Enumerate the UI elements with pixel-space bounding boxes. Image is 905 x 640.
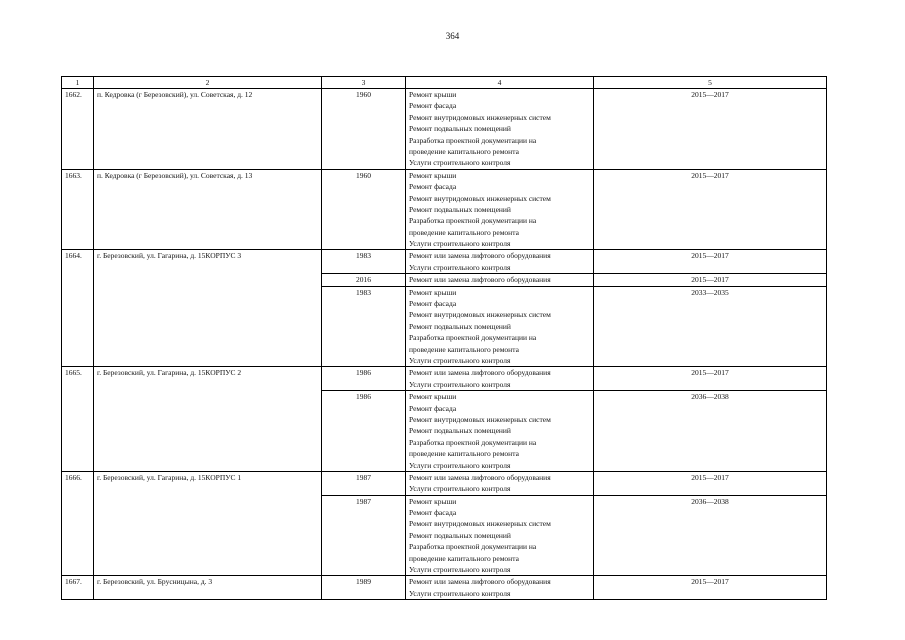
address-cell: г. Березовский, ул. Гагарина, д. 15КОРПУС 3: [94, 250, 322, 367]
work-item: проведение капитального ремонта: [409, 344, 519, 354]
work-item: Разработка проектной документации на: [409, 135, 537, 145]
column-header: 2: [94, 77, 322, 89]
work-item: Услуги строительного контроля: [409, 460, 511, 470]
works-cell: [406, 250, 594, 274]
work-item: Ремонт крыши: [409, 392, 457, 402]
works-cell: [406, 89, 594, 170]
table-header: [62, 77, 827, 89]
address-cell: г. Березовский, ул. Гагарина, д. 15КОРПУС 1: [94, 471, 322, 576]
period-cell: 2033—2035: [594, 286, 827, 367]
year-cell: 1987: [322, 495, 406, 576]
house-number-cell: 1664.: [62, 250, 94, 367]
works-cell: [406, 576, 594, 600]
house-number-cell: 1662.: [62, 89, 94, 170]
work-item: Ремонт внутридомовых инженерных систем: [409, 414, 551, 424]
page-number: 364: [445, 31, 460, 41]
period-cell: 2015—2017: [594, 274, 827, 286]
works-cell: [406, 286, 594, 367]
work-item: Ремонт подвальных помещений: [409, 426, 511, 436]
work-item: Разработка проектной документации на: [409, 333, 537, 343]
work-item: Ремонт подвальных помещений: [409, 124, 511, 134]
work-item: Ремонт крыши: [409, 287, 457, 297]
work-item: Ремонт или замена лифтового оборудования: [409, 577, 551, 587]
work-item: Разработка проектной документации на: [409, 542, 537, 552]
work-item: Разработка проектной документации на: [409, 216, 537, 226]
year-cell: 1983: [322, 250, 406, 274]
period-cell: 2015—2017: [594, 89, 827, 170]
year-cell: 1983: [322, 286, 406, 367]
work-item: Ремонт крыши: [409, 90, 457, 99]
work-item: Ремонт или замена лифтового оборудования: [409, 472, 551, 482]
work-item: Ремонт внутридомовых инженерных систем: [409, 519, 551, 529]
work-item: проведение капитального ремонта: [409, 227, 519, 237]
repair-program-table: [61, 76, 827, 600]
work-item: Ремонт внутридомовых инженерных систем: [409, 310, 551, 320]
work-item: Разработка проектной документации на: [409, 437, 537, 447]
work-item: Услуги строительного контроля: [409, 356, 511, 365]
table-row: [62, 89, 827, 170]
address-cell: п. Кедровка (г Березовский), ул. Советская, д. 13: [94, 169, 322, 250]
column-header: 3: [322, 77, 406, 89]
column-header: 1: [62, 77, 94, 89]
works-cell: [406, 495, 594, 576]
table-row: [62, 250, 827, 274]
work-item: проведение капитального ремонта: [409, 553, 519, 563]
year-cell: 1960: [322, 89, 406, 170]
work-item: Ремонт фасада: [409, 508, 457, 518]
table-row: [62, 471, 827, 495]
work-item: проведение капитального ремонта: [409, 449, 519, 459]
address-cell: г. Березовский, ул. Брусницына, д. 3: [94, 576, 322, 600]
year-cell: 1960: [322, 169, 406, 250]
work-item: Ремонт внутридомовых инженерных систем: [409, 193, 551, 203]
address-cell: п. Кедровка (г Березовский), ул. Советская, д. 12: [94, 89, 322, 170]
works-cell: [406, 367, 594, 391]
work-item: проведение капитального ремонта: [409, 146, 519, 156]
work-item: Ремонт или замена лифтового оборудования: [409, 368, 551, 378]
house-number-cell: 1665.: [62, 367, 94, 472]
work-item: Услуги строительного контроля: [409, 158, 511, 168]
house-number-cell: 1663.: [62, 169, 94, 250]
period-cell: 2015—2017: [594, 250, 827, 274]
work-item: Ремонт крыши: [409, 496, 457, 506]
work-item: Ремонт или замена лифтового оборудования: [409, 251, 551, 261]
year-cell: 1986: [322, 367, 406, 391]
column-header: 4: [406, 77, 594, 89]
work-item: Услуги строительного контроля: [409, 239, 511, 249]
year-cell: 2016: [322, 274, 406, 286]
period-cell: 2015—2017: [594, 471, 827, 495]
work-item: Ремонт внутридомовых инженерных систем: [409, 112, 551, 122]
work-item: Ремонт фасада: [409, 101, 457, 111]
column-number-row: [62, 77, 827, 89]
table-body: [62, 89, 827, 600]
work-item: Ремонт подвальных помещений: [409, 321, 511, 331]
column-header: 5: [594, 77, 827, 89]
works-cell: [406, 274, 594, 286]
period-cell: 2015—2017: [594, 576, 827, 600]
work-item: Ремонт крыши: [409, 170, 457, 180]
house-number-cell: 1666.: [62, 471, 94, 576]
works-cell: [406, 471, 594, 495]
work-item: Услуги строительного контроля: [409, 484, 511, 494]
table-row: [62, 169, 827, 250]
work-item: Ремонт фасада: [409, 182, 457, 192]
table-row: [62, 576, 827, 600]
year-cell: 1989: [322, 576, 406, 600]
work-item: Услуги строительного контроля: [409, 379, 511, 389]
work-item: Ремонт подвальных помещений: [409, 530, 511, 540]
address-cell: г. Березовский, ул. Гагарина, д. 15КОРПУС 2: [94, 367, 322, 472]
work-item: Ремонт подвальных помещений: [409, 204, 511, 214]
work-item: Услуги строительного контроля: [409, 262, 511, 272]
year-cell: 1987: [322, 471, 406, 495]
works-cell: [406, 169, 594, 250]
work-item: Ремонт фасада: [409, 403, 457, 413]
work-item: Ремонт или замена лифтового оборудования: [409, 275, 551, 285]
year-cell: 1986: [322, 391, 406, 472]
work-item: Услуги строительного контроля: [409, 565, 511, 575]
house-number-cell: 1667.: [62, 576, 94, 600]
period-cell: 2015—2017: [594, 367, 827, 391]
work-item: Ремонт фасада: [409, 299, 457, 309]
period-cell: 2036—2038: [594, 495, 827, 576]
period-cell: 2015—2017: [594, 169, 827, 250]
work-item: Услуги строительного контроля: [409, 588, 511, 598]
period-cell: 2036—2038: [594, 391, 827, 472]
works-cell: [406, 391, 594, 472]
table-row: [62, 367, 827, 391]
